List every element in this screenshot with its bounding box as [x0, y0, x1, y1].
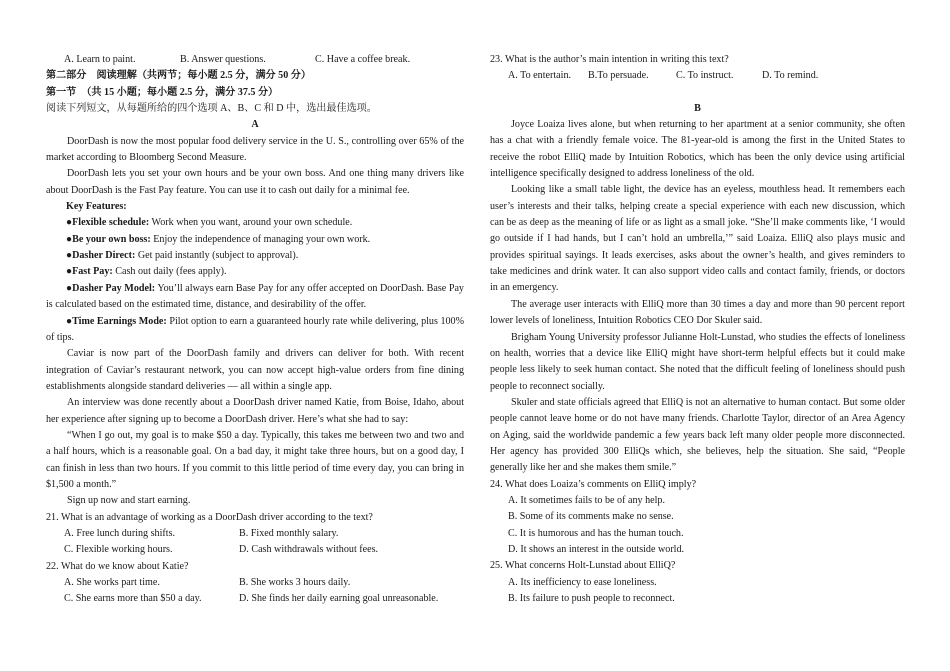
question-23: 23. What is the author’s main intention in writing this text? — [490, 54, 729, 65]
option-b: B. Its failure to push people to reconnect. — [508, 593, 675, 604]
passage-a-paragraph-6: Sign up now and start earning. — [67, 495, 191, 507]
passage-b-paragraph-1: Joyce Loaiza lives alone, but when returning to her apartment at a senior community, she often has a chat with a friendly female voice. The 81-year-old is among the first in the United States to receive the robot ElliQ made by Intuition Robotics, which has been the only device using artificial intelligence specifically designed to address loneliness of the old. — [490, 119, 905, 180]
q21-options-row — [46, 526, 464, 542]
passage-b-paragraph-5: Skuler and state officials agreed that ElliQ is not an alternative to human contact. But some older people cannot leave home or do not have many friends. Charlotte Taylor, director of an Area Agency on Aging, said the worldwide pandemic a few years back left many older people more disconnected. Her agency has provided 300 ElliQs which, she believes, help the situation. She said, “People generally like her and she makes them smile.” — [490, 396, 905, 474]
q22-options-row — [46, 591, 464, 607]
passage-a-paragraph-4: An interview was done recently about a DoorDash driver named Katie, from Boise, Idaho, about her experience after signing up to become a DoorDash driver. Here’s what she had to say: — [46, 397, 464, 425]
q23-options — [490, 68, 905, 84]
option-c: C. Have a coffee break. — [315, 54, 411, 65]
feature-label: ●Flexible schedule: — [66, 217, 150, 229]
option-a: A. To entertain. — [508, 70, 572, 82]
key-features-heading: Key Features: — [66, 201, 127, 213]
option-b: B. Answer questions. — [180, 54, 266, 65]
feature-item — [46, 281, 464, 314]
option-a: A. Free lunch during shifts. — [64, 527, 176, 539]
q21-options-row — [46, 542, 464, 558]
option-c: C. She earns more than $50 a day. — [64, 593, 202, 605]
passage-b-title: B — [694, 102, 701, 114]
feature-item — [46, 314, 464, 347]
option-d: D. She finds her daily earning goal unreasonable. — [239, 593, 439, 605]
feature-text: You’ll always earn Base Pay for any offer accepted on DoorDash. Base Pay is calculated based on the estimated time, distance, and desirability of the offer. — [46, 282, 464, 311]
feature-text: Pilot option to earn a guaranteed hourly rate while delivering, plus 100% of tips. — [46, 315, 464, 343]
feature-item — [46, 248, 464, 264]
passage-a-paragraph-2: DoorDash lets you set your own hours and be your own boss. And one thing many drivers like about DoorDash is the Fast Pay feature. You can use it to cash out daily for a minimal fee. — [46, 168, 464, 196]
question-25: 25. What concerns Holt-Lunstad about ElliQ? — [490, 560, 676, 572]
feature-text: Work when you want, around your own schedule. — [149, 217, 353, 229]
passage-a-title: A — [251, 119, 259, 131]
feature-label: ●Dasher Direct: — [66, 250, 136, 262]
instructions: 阅读下列短文，从每题所给的四个选项 A、B、C 和 D 中，选出最佳选项。 — [46, 103, 377, 115]
feature-item — [46, 215, 464, 231]
spacer — [490, 85, 905, 101]
right-column — [490, 52, 905, 607]
option-a: A. Learn to paint. — [64, 54, 136, 65]
option-b: B. Some of its comments make no sense. — [508, 511, 674, 523]
feature-label: ●Dasher Pay Model: — [66, 282, 156, 294]
q22-options-row — [46, 575, 464, 591]
feature-item — [46, 264, 464, 280]
left-column — [46, 52, 464, 608]
feature-label: ●Be your own boss: — [66, 233, 151, 245]
passage-b-paragraph-4: Brigham Young University professor Julianne Holt-Lunstad, who studies the effects of loneliness on health, worries that a device like ElliQ might have short-term helpful effects but it could make people less likely to seek human contact. She noted that the difficult feeling of loneliness should push people to reconnect socially. — [490, 331, 905, 392]
option-c: C. Flexible working hours. — [64, 544, 173, 556]
option-a: A. It sometimes fails to be of any help. — [508, 494, 665, 506]
question-21: 21. What is an advantage of working as a DoorDash driver according to the text? — [46, 511, 373, 523]
feature-label: ●Time Earnings Mode: — [66, 315, 167, 327]
option-a: A. Its inefficiency to ease loneliness. — [508, 576, 657, 588]
feature-text: Get paid instantly (subject to approval). — [135, 250, 299, 262]
option-b: B.To persuade. — [588, 70, 649, 82]
passage-b-paragraph-2: Looking like a small table light, the device has an eyeless, mouthless head. It remembers each user’s interests and their talks, helping create a special experience with each new discussion, which can be as deep as the meaning of life or as light as a small joke. “She’ll make comments like, ‘I would go outside if I had hands, but I can’t hold an umbrella,’” said Loaiza. ElliQ also plays music and provides spiritual sayings. It leads exercises, asks about the owner’s health, and gives reminders to take medicines and drink water. It can also support video calls and contact family, friends, or doctors in an emergency. — [490, 184, 905, 294]
feature-text: Enjoy the independence of managing your own work. — [150, 233, 371, 245]
option-a: A. She works part time. — [64, 577, 160, 588]
feature-text: Cash out daily (fees apply). — [112, 266, 227, 278]
subsection-heading: 第一节 （共 15 小题；每小题 2.5 分，满分 37.5 分） — [46, 86, 279, 98]
question-24: 24. What does Loaiza’s comments on ElliQ imply? — [490, 478, 697, 490]
option-c: C. To instruct. — [676, 70, 734, 82]
section-heading: 第二部分 阅读理解（共两节；每小题 2.5 分，满分 50 分） — [46, 70, 311, 82]
feature-label: ●Fast Pay: — [66, 266, 113, 278]
option-b: B. Fixed monthly salary. — [239, 527, 339, 539]
q20-options — [46, 52, 464, 68]
option-d: D. To remind. — [762, 70, 819, 82]
question-22: 22. What do we know about Katie? — [46, 560, 189, 572]
passage-a-paragraph-3: Caviar is now part of the DoorDash family and drivers can deliver for both. With recent integration of Caviar’s restaurant network, you can now accept high-value orders from fine dining establishments alongside standard deliveries — all within a single app. — [46, 348, 464, 392]
feature-item — [46, 232, 464, 248]
option-d: D. Cash withdrawals without fees. — [239, 544, 379, 556]
passage-a-paragraph-5: “When I go out, my goal is to make $50 a day. Typically, this takes me between two and two and a half hours, which is a reasonable goal. On a bad day, it might take three hours, but on a good day, I can finish in less than two hours. If you commit to this little period of time every day, you can bring in $1,500 a month.” — [46, 429, 464, 490]
option-b: B. She works 3 hours daily. — [239, 577, 351, 588]
option-d: D. It shows an interest in the outside world. — [508, 543, 685, 555]
passage-b-paragraph-3: The average user interacts with ElliQ more than 30 times a day and more than 90 percent report lower levels of loneliness, Intuition Robotics CEO Dor Skuler said. — [490, 298, 905, 327]
passage-a-paragraph-1: DoorDash is now the most popular food delivery service in the U. S., controlling over 65% of the market according to Bloomberg Second Measure. — [46, 135, 464, 164]
option-c: C. It is humorous and has the human touch. — [508, 527, 684, 539]
